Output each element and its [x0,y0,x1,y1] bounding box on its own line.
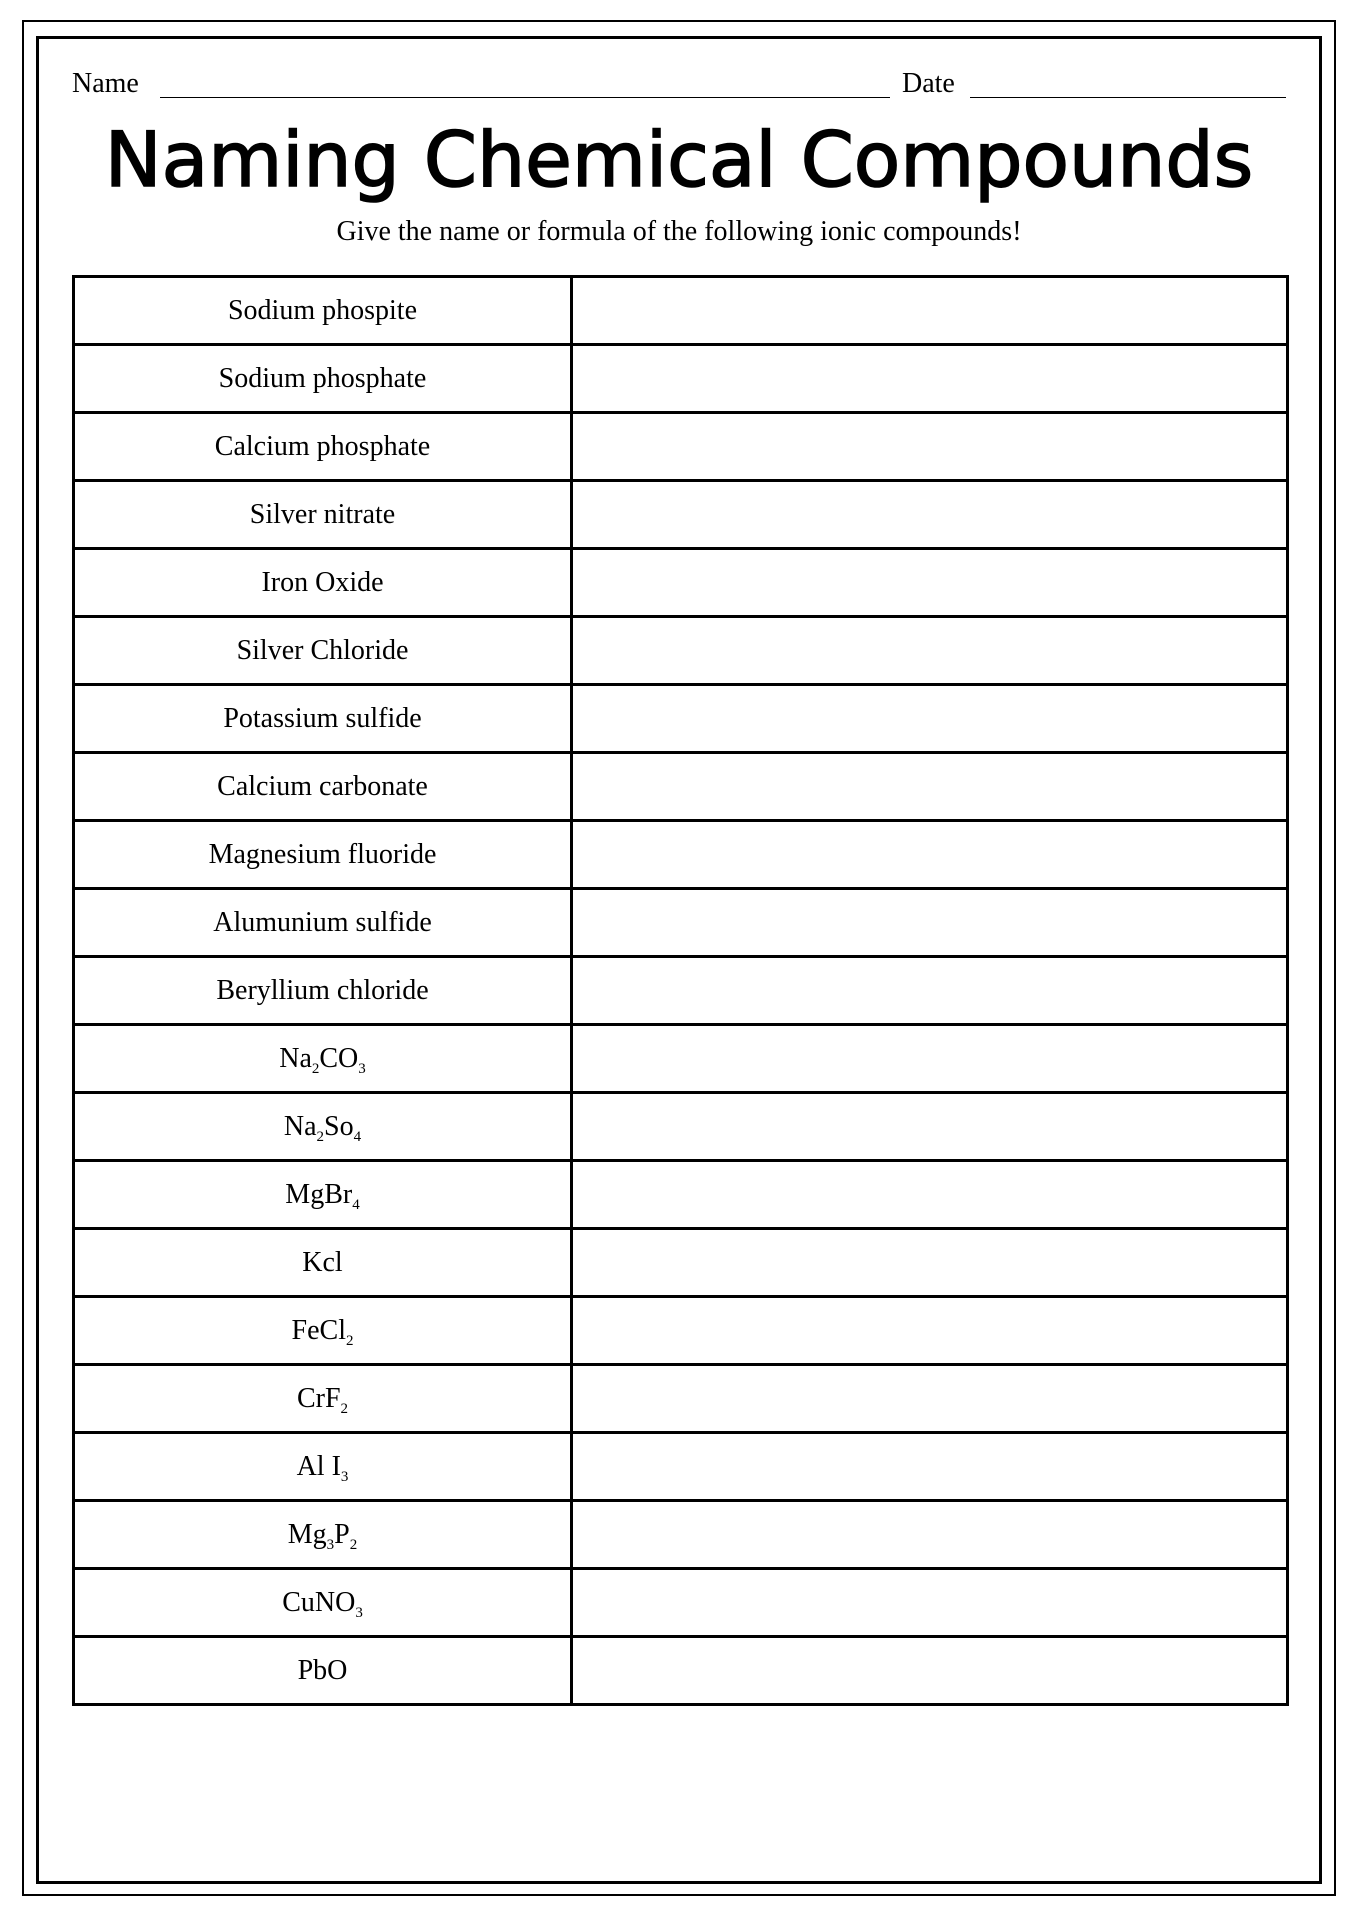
compound-text: Kcl [302,1246,343,1278]
answer-cell[interactable] [572,345,1288,413]
compound-text: Potassium sulfide [223,702,422,734]
compound-text: P [334,1518,350,1550]
compound-text: CO [319,1042,359,1074]
answer-cell[interactable] [572,753,1288,821]
compound-prompt [74,889,572,957]
answer-cell[interactable] [572,1569,1288,1637]
compounds-table [72,275,1289,1706]
compound-text: Mg [287,1518,327,1550]
answer-cell[interactable] [572,617,1288,685]
table-row [74,957,1288,1025]
answer-cell[interactable] [572,277,1288,345]
answer-cell[interactable] [572,413,1288,481]
answer-cell[interactable] [572,481,1288,549]
compound-text: Sodium phospite [227,294,417,326]
subscript: 4 [352,1196,360,1213]
answer-cell[interactable] [572,685,1288,753]
compound-text: Al I [296,1450,341,1482]
compound-prompt [74,413,572,481]
compound-text: Beryllium chloride [216,974,429,1006]
compound-prompt [74,277,572,345]
compound-prompt [74,1297,572,1365]
table-row [74,1093,1288,1161]
compound-prompt [74,1161,572,1229]
answer-cell[interactable] [572,889,1288,957]
subscript: 2 [349,1536,358,1553]
compounds-table-body [74,277,1288,1705]
answer-cell[interactable] [572,1161,1288,1229]
compound-text: Sodium phosphate [218,362,427,394]
table-row [74,1025,1288,1093]
compound-text: Silver Chloride [236,634,409,666]
answer-cell[interactable] [572,1229,1288,1297]
compound-prompt [74,1637,572,1705]
table-row [74,1433,1288,1501]
compound-prompt [74,1569,572,1637]
name-date-line [72,64,1284,104]
compound-prompt [74,753,572,821]
subscript: 2 [311,1060,320,1077]
table-row [74,549,1288,617]
subscript: 2 [340,1400,349,1417]
compound-prompt [74,1501,572,1569]
compound-text: PbO [297,1654,348,1686]
compound-text: Na [283,1110,317,1142]
subscript: 3 [358,1060,366,1077]
compound-prompt [74,617,572,685]
answer-cell[interactable] [572,1501,1288,1569]
compound-prompt [74,345,572,413]
answer-cell[interactable] [572,1093,1288,1161]
table-row [74,889,1288,957]
table-row [74,617,1288,685]
compound-prompt [74,1365,572,1433]
compound-prompt [74,1025,572,1093]
compound-text: Magnesium fluoride [208,838,437,870]
compound-text: CuNO [282,1586,356,1618]
table-row [74,685,1288,753]
answer-cell[interactable] [572,1297,1288,1365]
instructions: Give the name or formula of the following ionic compounds! [336,216,1022,247]
table-row [74,413,1288,481]
table-row [74,1297,1288,1365]
compound-prompt [74,1093,572,1161]
page-title: Naming Chemical Compounds [104,115,1254,204]
answer-cell[interactable] [572,1433,1288,1501]
table-row [74,481,1288,549]
name-label: Name [72,68,139,99]
subscript: 4 [353,1128,362,1145]
answer-cell[interactable] [572,1365,1288,1433]
name-field[interactable] [160,97,890,98]
answer-cell[interactable] [572,1637,1288,1705]
table-row [74,277,1288,345]
compound-text: MgBr [285,1178,353,1210]
compound-text: Na [279,1042,312,1074]
compound-text: Iron Oxide [261,566,384,598]
compound-text: Alumunium sulfide [213,906,432,938]
subscript: 3 [355,1604,363,1621]
table-row [74,345,1288,413]
compound-prompt [74,1229,572,1297]
subscript: 3 [326,1536,335,1553]
table-row [74,753,1288,821]
compound-prompt [74,1433,572,1501]
subscript: 3 [340,1468,349,1485]
table-row [74,1637,1288,1705]
compound-prompt [74,957,572,1025]
table-row [74,821,1288,889]
date-field[interactable] [970,97,1286,98]
compound-text: Calcium carbonate [217,770,428,802]
compound-text: CrF [296,1382,341,1414]
date-label: Date [902,68,955,99]
compound-text: Silver nitrate [249,498,396,530]
compound-text: FeCl [291,1314,346,1346]
compound-prompt [74,685,572,753]
table-row [74,1501,1288,1569]
compound-text: So [324,1110,354,1142]
answer-cell[interactable] [572,1025,1288,1093]
compound-prompt [74,821,572,889]
table-row [74,1569,1288,1637]
subscript: 2 [316,1128,325,1145]
table-row [74,1229,1288,1297]
table-row [74,1365,1288,1433]
compound-text: Calcium phosphate [214,430,431,462]
subscript: 2 [345,1332,354,1349]
answer-cell[interactable] [572,957,1288,1025]
answer-cell[interactable] [572,821,1288,889]
compound-prompt [74,549,572,617]
table-row [74,1161,1288,1229]
answer-cell[interactable] [572,549,1288,617]
compound-prompt [74,481,572,549]
